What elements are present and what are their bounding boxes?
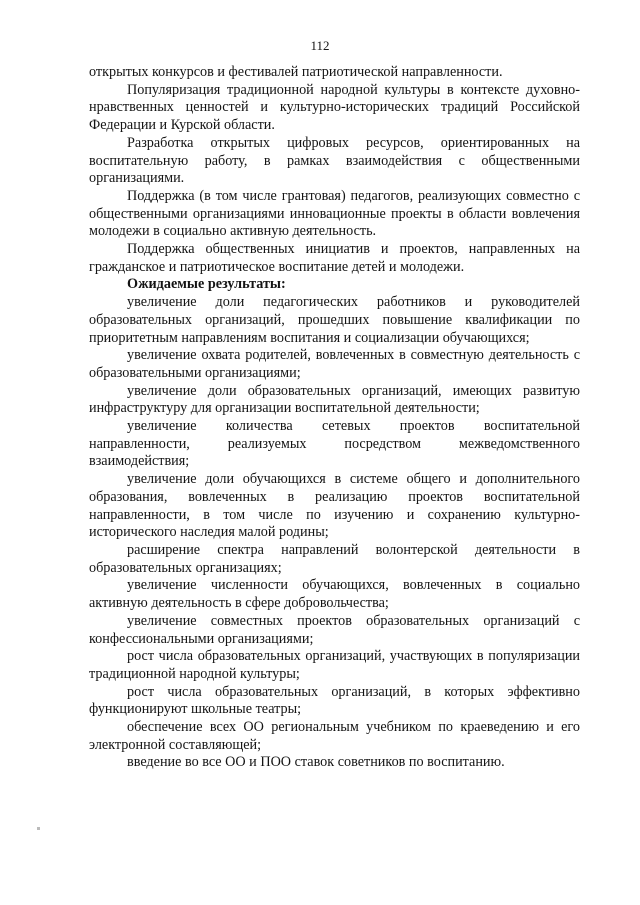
result-item: рост числа образовательных организаций, участвующих в популяризации традиционной народной культуры;: [89, 648, 580, 682]
result-item: расширение спектра направлений волонтерской деятельности в образовательных организациях;: [89, 541, 580, 576]
result-item: увеличение совместных проектов образовательных организаций с конфессиональными организациями;: [89, 612, 580, 647]
scan-speck: [37, 827, 40, 830]
result-item: увеличение охвата родителей, вовлеченных в совместную деятельность с образовательными организациями;: [89, 347, 580, 381]
paragraph-public-initiatives: Поддержка общественных инициатив и проектов, направленных на гражданское и патриотическое воспитание детей и молодежи.: [89, 241, 580, 275]
result-item: введение во все ОО и ПОО ставок советников по воспитанию.: [127, 754, 505, 771]
result-item: увеличение численности обучающихся, вовлеченных в социально активную деятельность в сфере добровольчества;: [89, 577, 580, 612]
result-item: увеличение доли обучающихся в системе общего и дополнительного образования, вовлеченных в реализацию проектов воспитательной направленности, в том числе по изучению и сохранению культурно-исторического наследия малой родины;: [89, 471, 580, 541]
document-body: [89, 64, 580, 772]
paragraph-continuation: открытых конкурсов и фестивалей патриотической направленности.: [89, 64, 503, 80]
paragraph-folk-culture: Популяризация традиционной народной культуры в контексте духовно-нравственных ценностей и культурно-исторических традиций Российской Федерации и Курской области.: [89, 81, 580, 134]
expected-results-heading: Ожидаемые результаты:: [127, 276, 286, 293]
page-number: 112: [310, 38, 330, 53]
result-item: увеличение доли педагогических работников и руководителей образовательных организаций, прошедших повышение квалификации по приоритетным направлениям воспитания и социализации обучающихся;: [89, 294, 580, 346]
result-item: увеличение доли образовательных организаций, имеющих развитую инфраструктуру для организации воспитательной деятельности;: [89, 382, 580, 417]
paragraph-digital-resources: Разработка открытых цифровых ресурсов, ориентированных на воспитательную работу, в рамках взаимодействия с общественными организациями.: [89, 134, 580, 187]
result-item: увеличение количества сетевых проектов воспитательной направленности, реализуемых посредством межведомственного взаимодействия;: [89, 418, 580, 470]
result-item: рост числа образовательных организаций, в которых эффективно функционируют школьные театры;: [89, 683, 580, 718]
paragraph-teacher-support: Поддержка (в том числе грантовая) педагогов, реализующих совместно с общественными организациями инновационные проекты в области вовлечения молодежи в социально активную деятельность.: [89, 187, 580, 240]
result-item: обеспечение всех ОО региональным учебником по краеведению и его электронной составляющей;: [89, 719, 580, 753]
